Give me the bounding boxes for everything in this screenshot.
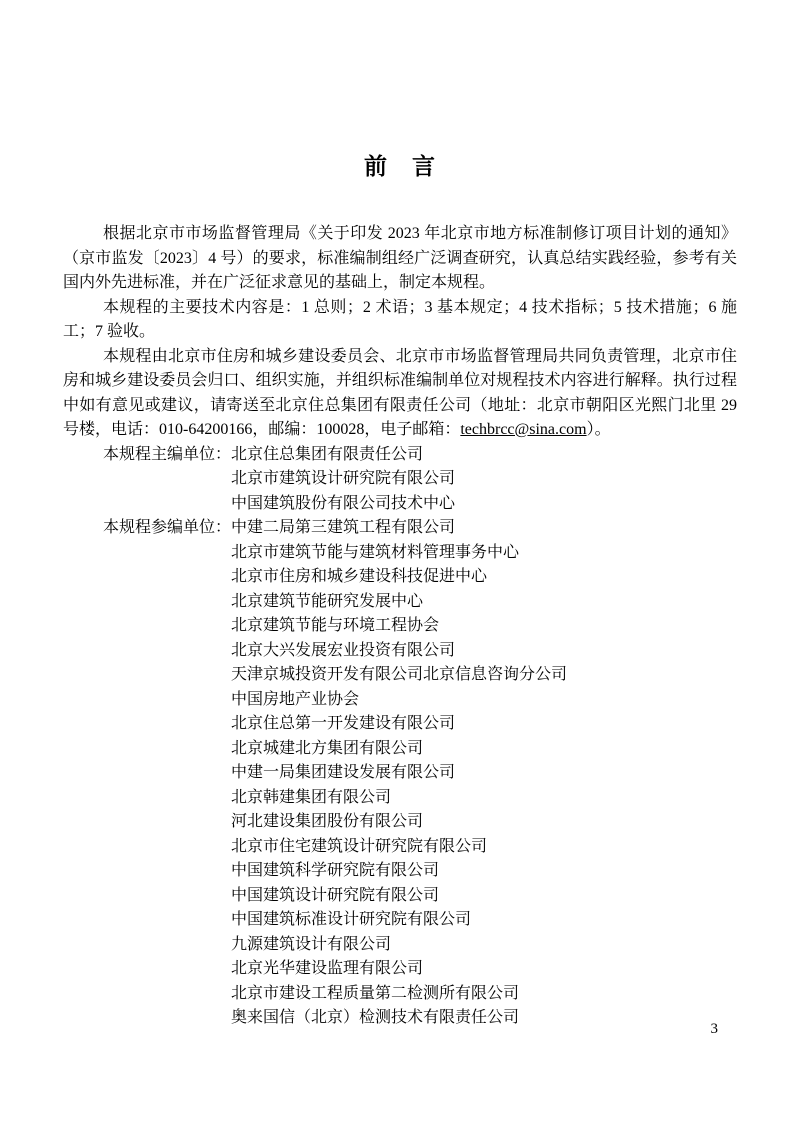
- contact-text-before: 本规程由北京市住房和城乡建设委员会、北京市市场监督管理局共同负责管理，北京市住房和城乡建设委员会归口、组织实施，并组织标准编制单位对规程技术内容进行解释。执行过程中如有意见或建议，请寄送至北京住总集团有限责任公司（地址：北京市朝阳区光熙门北里 29 号楼，电话：010-64200166，邮编：100028，电子邮箱：: [63, 347, 737, 438]
- page-title: 前 言: [364, 153, 436, 179]
- chief-editor-unit-list: [231, 443, 737, 517]
- participating-unit-list: [231, 516, 737, 1031]
- unit-item: 奥来国信（北京）检测技术有限责任公司: [231, 1009, 520, 1026]
- unit-item: 中建二局第三建筑工程有限公司: [231, 519, 456, 536]
- paragraph-basis: 根据北京市市场监督管理局《关于印发 2023 年北京市地方标准制修订项目计划的通知》（京市监发〔2023〕4 号）的要求，标准编制组经广泛调查研究，认真总结实践经验，参考有关国内外先进标准，并在广泛征求意见的基础上，制定本规程。: [63, 225, 737, 291]
- paragraph-contents: 本规程的主要技术内容是：1 总则；2 术语；3 基本规定；4 技术指标；5 技术措施；6 施工；7 验收。: [63, 298, 737, 340]
- unit-item: 北京市建筑设计研究院有限公司: [231, 470, 456, 487]
- chief-editor-label: 本规程主编单位：: [103, 445, 232, 463]
- page-number: 3: [710, 1021, 718, 1037]
- unit-item: 中国建筑设计研究院有限公司: [231, 886, 440, 904]
- unit-item: 北京韩建集团有限公司: [231, 788, 392, 806]
- unit-item: 北京市住宅建筑设计研究院有限公司: [231, 837, 488, 855]
- unit-item: 北京市建设工程质量第二检测所有限公司: [231, 984, 520, 1002]
- unit-item: 北京建筑节能研究发展中心: [231, 592, 424, 610]
- paragraph-contact: [63, 345, 737, 443]
- contact-text-after: ）。: [586, 421, 611, 438]
- chief-editor-section: [103, 443, 737, 517]
- unit-item: 中国房地产业协会: [231, 690, 360, 708]
- unit-item: 九源建筑设计有限公司: [231, 935, 392, 953]
- unit-item: 北京建筑节能与环境工程协会: [231, 617, 440, 634]
- email-link[interactable]: techbrcc@sina.com: [460, 421, 587, 438]
- unit-item: 中国建筑科学研究院有限公司: [231, 862, 440, 879]
- unit-item: 北京光华建设监理有限公司: [231, 960, 424, 977]
- unit-item: 中国建筑股份有限公司技术中心: [231, 494, 456, 512]
- unit-item: 北京大兴发展宏业投资有限公司: [231, 641, 456, 659]
- unit-item: 中建一局集团建设发展有限公司: [231, 764, 456, 781]
- page-content: [63, 152, 737, 1031]
- unit-item: 天津京城投资开发有限公司北京信息咨询分公司: [231, 666, 568, 683]
- participating-section: [103, 516, 737, 1031]
- unit-item: 河北建设集团股份有限公司: [231, 813, 424, 830]
- unit-item: 北京城建北方集团有限公司: [231, 739, 424, 757]
- participating-label: 本规程参编单位：: [103, 519, 232, 536]
- unit-item: 北京市建筑节能与建筑材料管理事务中心: [231, 543, 520, 561]
- unit-item: 北京住总集团有限责任公司: [231, 445, 424, 463]
- unit-item: 北京市住房和城乡建设科技促进中心: [231, 568, 488, 585]
- unit-item: 中国建筑标准设计研究院有限公司: [231, 911, 472, 928]
- unit-item: 北京住总第一开发建设有限公司: [231, 715, 456, 732]
